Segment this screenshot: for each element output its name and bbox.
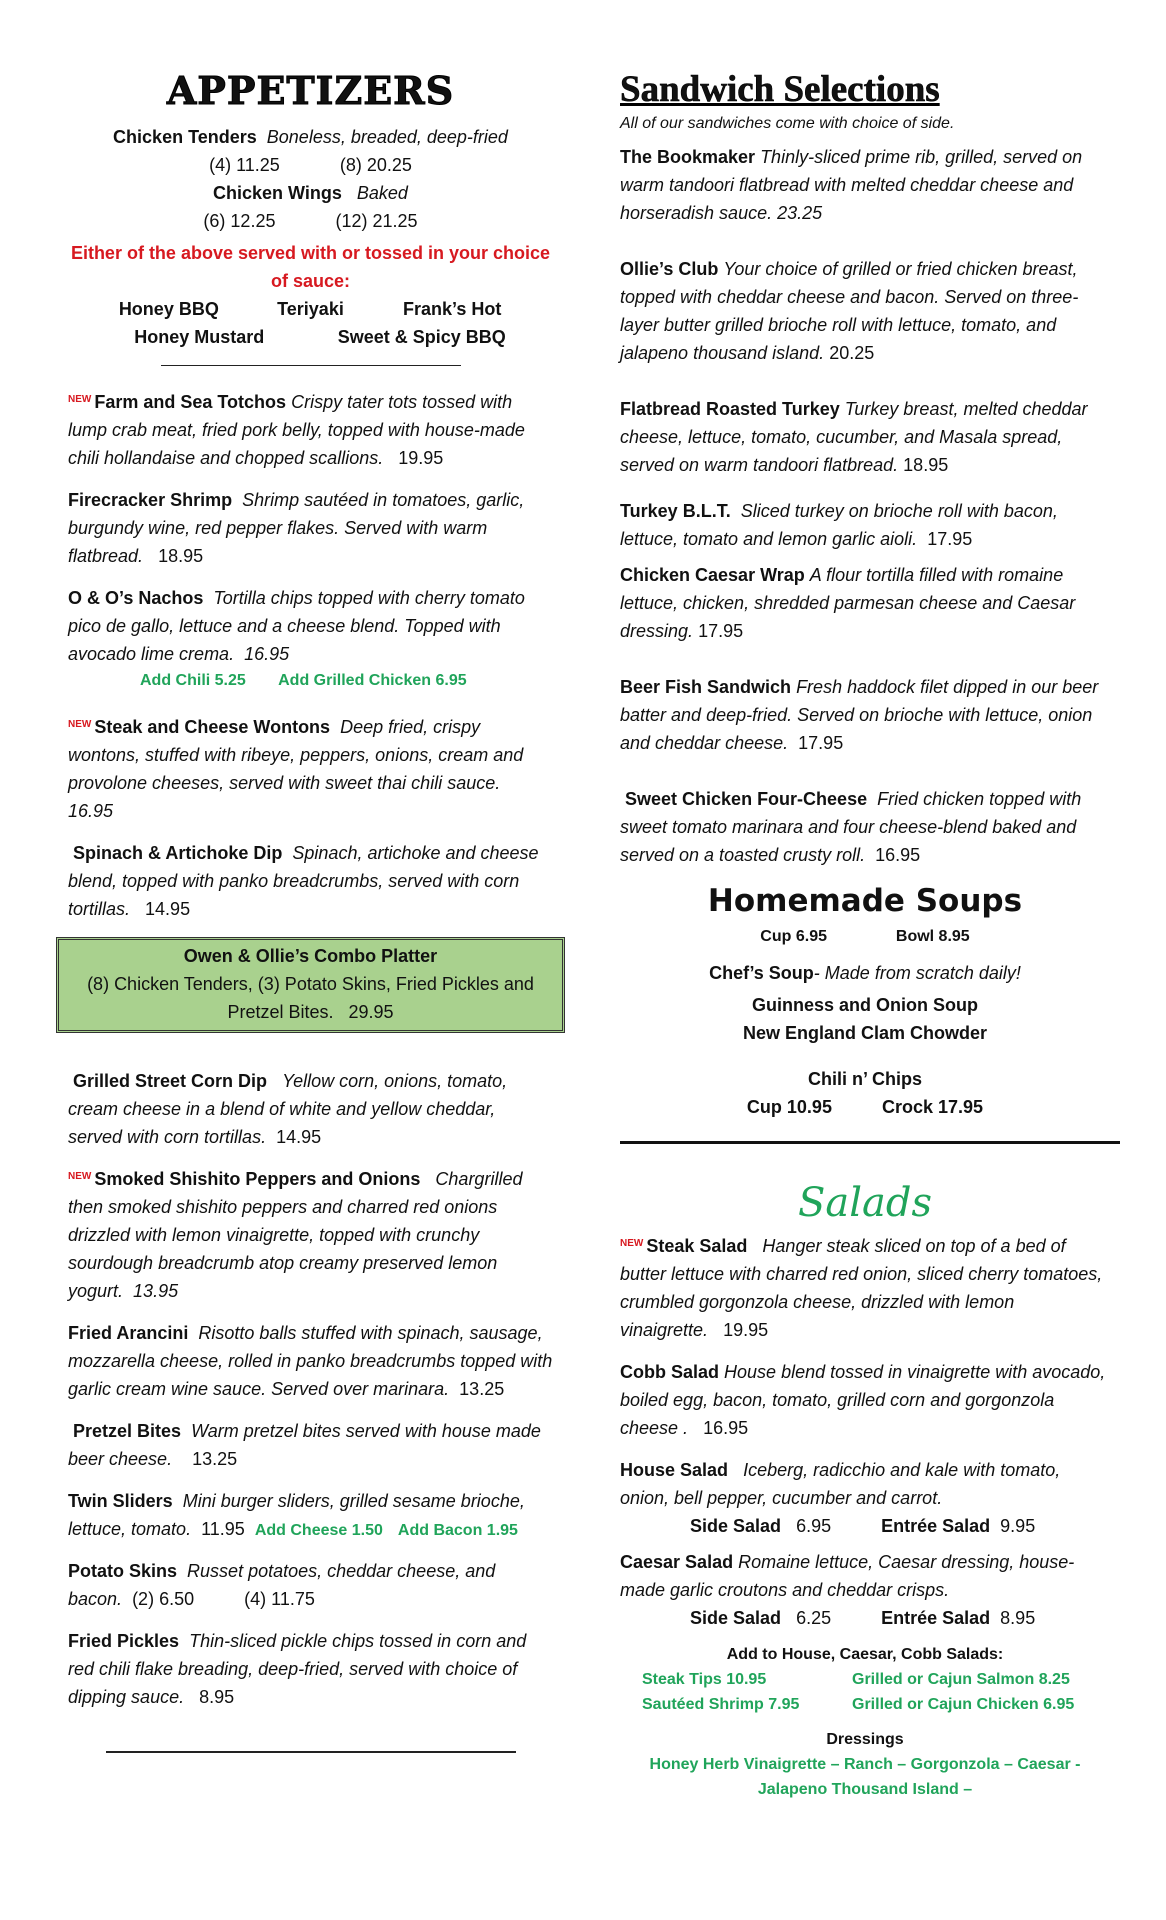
new-badge: NEW (68, 1171, 92, 1182)
sauces-row-1 (68, 295, 553, 323)
caesar-salad-prices: Side Salad 6.25 Entrée Salad 8.95 (690, 1608, 1036, 1628)
salads-title: Salads (797, 1180, 933, 1226)
menu-item: Firecracker Shrimp Shrimp sautéed in tomatoes, garlic, burgundy wine, red pepper flakes. Served with warm flatbread. 18.95 (68, 490, 525, 566)
combo-platter: Owen & Ollie’s Combo Platter (8) Chicken Tenders, (3) Potato Skins, Fried Pickles and Pretzel Bites. 29.95 (56, 937, 565, 1033)
salad-addon: Grilled or Cajun Chicken 6.95 (852, 1696, 1075, 1713)
menu-item: Flatbread Roasted Turkey Turkey breast, melted cheddar cheese, lettuce, tomato, cucumber, and Masala spread, served on warm tandoori flatbread. 18.95 (620, 399, 1088, 475)
house-salad-prices: Side Salad 6.95 Entrée Salad 9.95 (690, 1516, 1036, 1536)
menu-item: Turkey B.L.T. Sliced turkey on brioche roll with bacon, lettuce, tomato and lemon garlic aioli. 17.95 (620, 501, 1058, 549)
dressings-title: Dressings (826, 1731, 904, 1748)
nachos-addons: Add Chili 5.25 Add Grilled Chicken 6.95 (140, 672, 467, 689)
add-to-salads-title: Add to House, Caesar, Cobb Salads: (726, 1646, 1004, 1663)
soups-title: Homemade Soups (707, 883, 1023, 919)
sauce-option: Sweet & Spicy BBQ (337, 327, 506, 347)
divider (161, 365, 461, 366)
soup-item: Guinness and Onion Soup (751, 995, 978, 1015)
menu-item: Cobb Salad House blend tossed in vinaigrette with avocado, boiled egg, bacon, tomato, grilled corn and gorgonzola cheese . 16.95 (620, 1362, 1106, 1438)
soup-item: New England Clam Chowder (742, 1023, 988, 1043)
chili-prices: Cup 10.95 Crock 17.95 (746, 1097, 984, 1117)
sandwich-title: Sandwich Selections (620, 69, 940, 110)
salad-addon: Steak Tips 10.95 (642, 1671, 767, 1688)
menu-item: Twin Sliders Mini burger sliders, grilled sesame brioche, lettuce, tomato. 11.95 Add Cheese 1.50 Add Bacon 1.95 (68, 1491, 525, 1539)
salad-addon: Sautéed Shrimp 7.95 (642, 1696, 800, 1713)
menu-item: Fried Arancini Risotto balls stuffed with spinach, sausage, mozzarella cheese, rolled in panko breadcrumbs topped with garlic cream wine sauce. Served over marinara. 13.25 (68, 1323, 553, 1399)
bottom-divider (106, 1751, 516, 1753)
menu-item: Grilled Street Corn Dip Yellow corn, onions, tomato, cream cheese in a blend of white and yellow cheddar, served with corn tortillas. 14.95 (68, 1071, 508, 1147)
chicken-tenders-prices: (4) 11.25 (8) 20.25 (209, 155, 412, 175)
sauce-option: Honey BBQ (118, 299, 219, 319)
right-column (620, 60, 1110, 1802)
menu-item: Pretzel Bites Warm pretzel bites served with house made beer cheese. 13.25 (68, 1421, 541, 1469)
sauces-row-2 (68, 323, 553, 351)
sandwich-subtitle: All of our sandwiches come with choice of side. (620, 115, 955, 132)
sauce-option: Honey Mustard (134, 327, 265, 347)
menu-item: Sweet Chicken Four-Cheese Fried chicken topped with sweet tomato marinara and four cheese-blend baked and served on a toasted crusty roll. 16.95 (620, 789, 1082, 865)
new-badge: NEW (620, 1238, 644, 1249)
sauce-option: Frank’s Hot (402, 299, 502, 319)
salad-addon: Grilled or Cajun Salmon 8.25 (852, 1671, 1070, 1688)
menu-item: O & O’s Nachos Tortilla chips topped with cherry tomato pico de gallo, lettuce and a cheese blend. Topped with avocado lime crema. 16.95 Add Chili 5.25 Add Grilled Chicken 6.95 (68, 584, 553, 693)
chili-chips: Chili n’ Chips (807, 1069, 922, 1089)
sauce-option: Teriyaki (277, 299, 344, 319)
sauce-note: Either of the above served with or tossed in your choice of sauce: (70, 243, 551, 291)
menu-item: $^{NEW}$ Farm and Sea Totchos Crispy tater tots tossed with lump crab meat, fried pork belly, topped with house-made chili hollandaise and chopped scallions. 19.95 (68, 392, 525, 468)
new-badge: NEW (68, 719, 92, 730)
menu-item: The Bookmaker Thinly-sliced prime rib, grilled, served on warm tandoori flatbread with melted cheddar cheese and horseradish sauce. 23.25 (620, 147, 1083, 223)
chefs-soup: Chef’s Soup- Made from scratch daily! (709, 963, 1021, 983)
menu-item: Potato Skins Russet potatoes, cheddar cheese, and bacon. (2) 6.50 (4) 11.75 (68, 1561, 496, 1609)
chicken-wings-prices: (6) 12.25 (12) 21.25 (203, 211, 418, 231)
appetizers-column (68, 60, 553, 1753)
dressings-list: Honey Herb Vinaigrette – Ranch – Gorgonzola – Caesar - Jalapeno Thousand Island – (649, 1756, 1081, 1798)
salad-addons (620, 1667, 1110, 1717)
menu-item: Spinach & Artichoke Dip Spinach, artichoke and cheese blend, topped with panko breadcrumbs, served with corn tortillas. 14.95 (68, 843, 539, 919)
chicken-wings: Chicken Wings Baked (213, 183, 408, 203)
menu-item: Chicken Caesar Wrap A flour tortilla filled with romaine lettuce, chicken, shredded parmesan cheese and Caesar dressing. 17.95 (620, 565, 1076, 641)
menu-item: $^{NEW}$ Steak Salad Hanger steak sliced on top of a bed of butter lettuce with charred red onion, sliced cherry tomatoes, crumbled gorgonzola cheese, drizzled with lemon vinaigrette. 19.95 (620, 1236, 1103, 1340)
new-badge: NEW (68, 394, 92, 405)
menu-item: Ollie’s Club Your choice of grilled or fried chicken breast, topped with cheddar cheese and bacon. Served on three-layer butter grilled brioche roll with lettuce, tomato, and jalapeno thousand island. 20.25 (620, 259, 1079, 363)
menu-item: Beer Fish Sandwich Fresh haddock filet dipped in our beer batter and deep-fried. Served on brioche with lettuce, onion and cheddar cheese. 17.95 (620, 677, 1099, 753)
menu-item: $^{NEW}$ Smoked Shishito Peppers and Onions Chargrilled then smoked shishito peppers and charred red onions drizzled with lemon vinaigrette, topped with crunchy sourdough breadcrumb atop creamy preserved lemon yogurt. 13.95 (68, 1169, 523, 1301)
menu-item: Caesar Salad Romaine lettuce, Caesar dressing, house-made garlic croutons and cheddar crisps. Side Salad 6.25 Entrée Salad 8.95 (620, 1548, 1110, 1632)
menu-item: $^{NEW}$ Steak and Cheese Wontons Deep fried, crispy wontons, stuffed with ribeye, peppers, onions, cream and provolone cheeses, served with sweet thai chili sauce. 16.95 (68, 717, 524, 821)
menu-item: House Salad Iceberg, radicchio and kale with tomato, onion, bell pepper, cucumber and carrot. Side Salad 6.95 Entrée Salad 9.95 (620, 1456, 1110, 1540)
menu-item: Fried Pickles Thin-sliced pickle chips tossed in corn and red chili flake breading, deep-fried, served with choice of dipping sauce. 8.95 (68, 1631, 527, 1707)
section-rule (620, 1141, 1120, 1144)
soup-sizes: Cup 6.95 Bowl 8.95 (760, 928, 970, 945)
appetizers-title: APPETIZERS (166, 68, 455, 113)
chicken-tenders: Chicken Tenders Boneless, breaded, deep-fried (113, 127, 508, 147)
